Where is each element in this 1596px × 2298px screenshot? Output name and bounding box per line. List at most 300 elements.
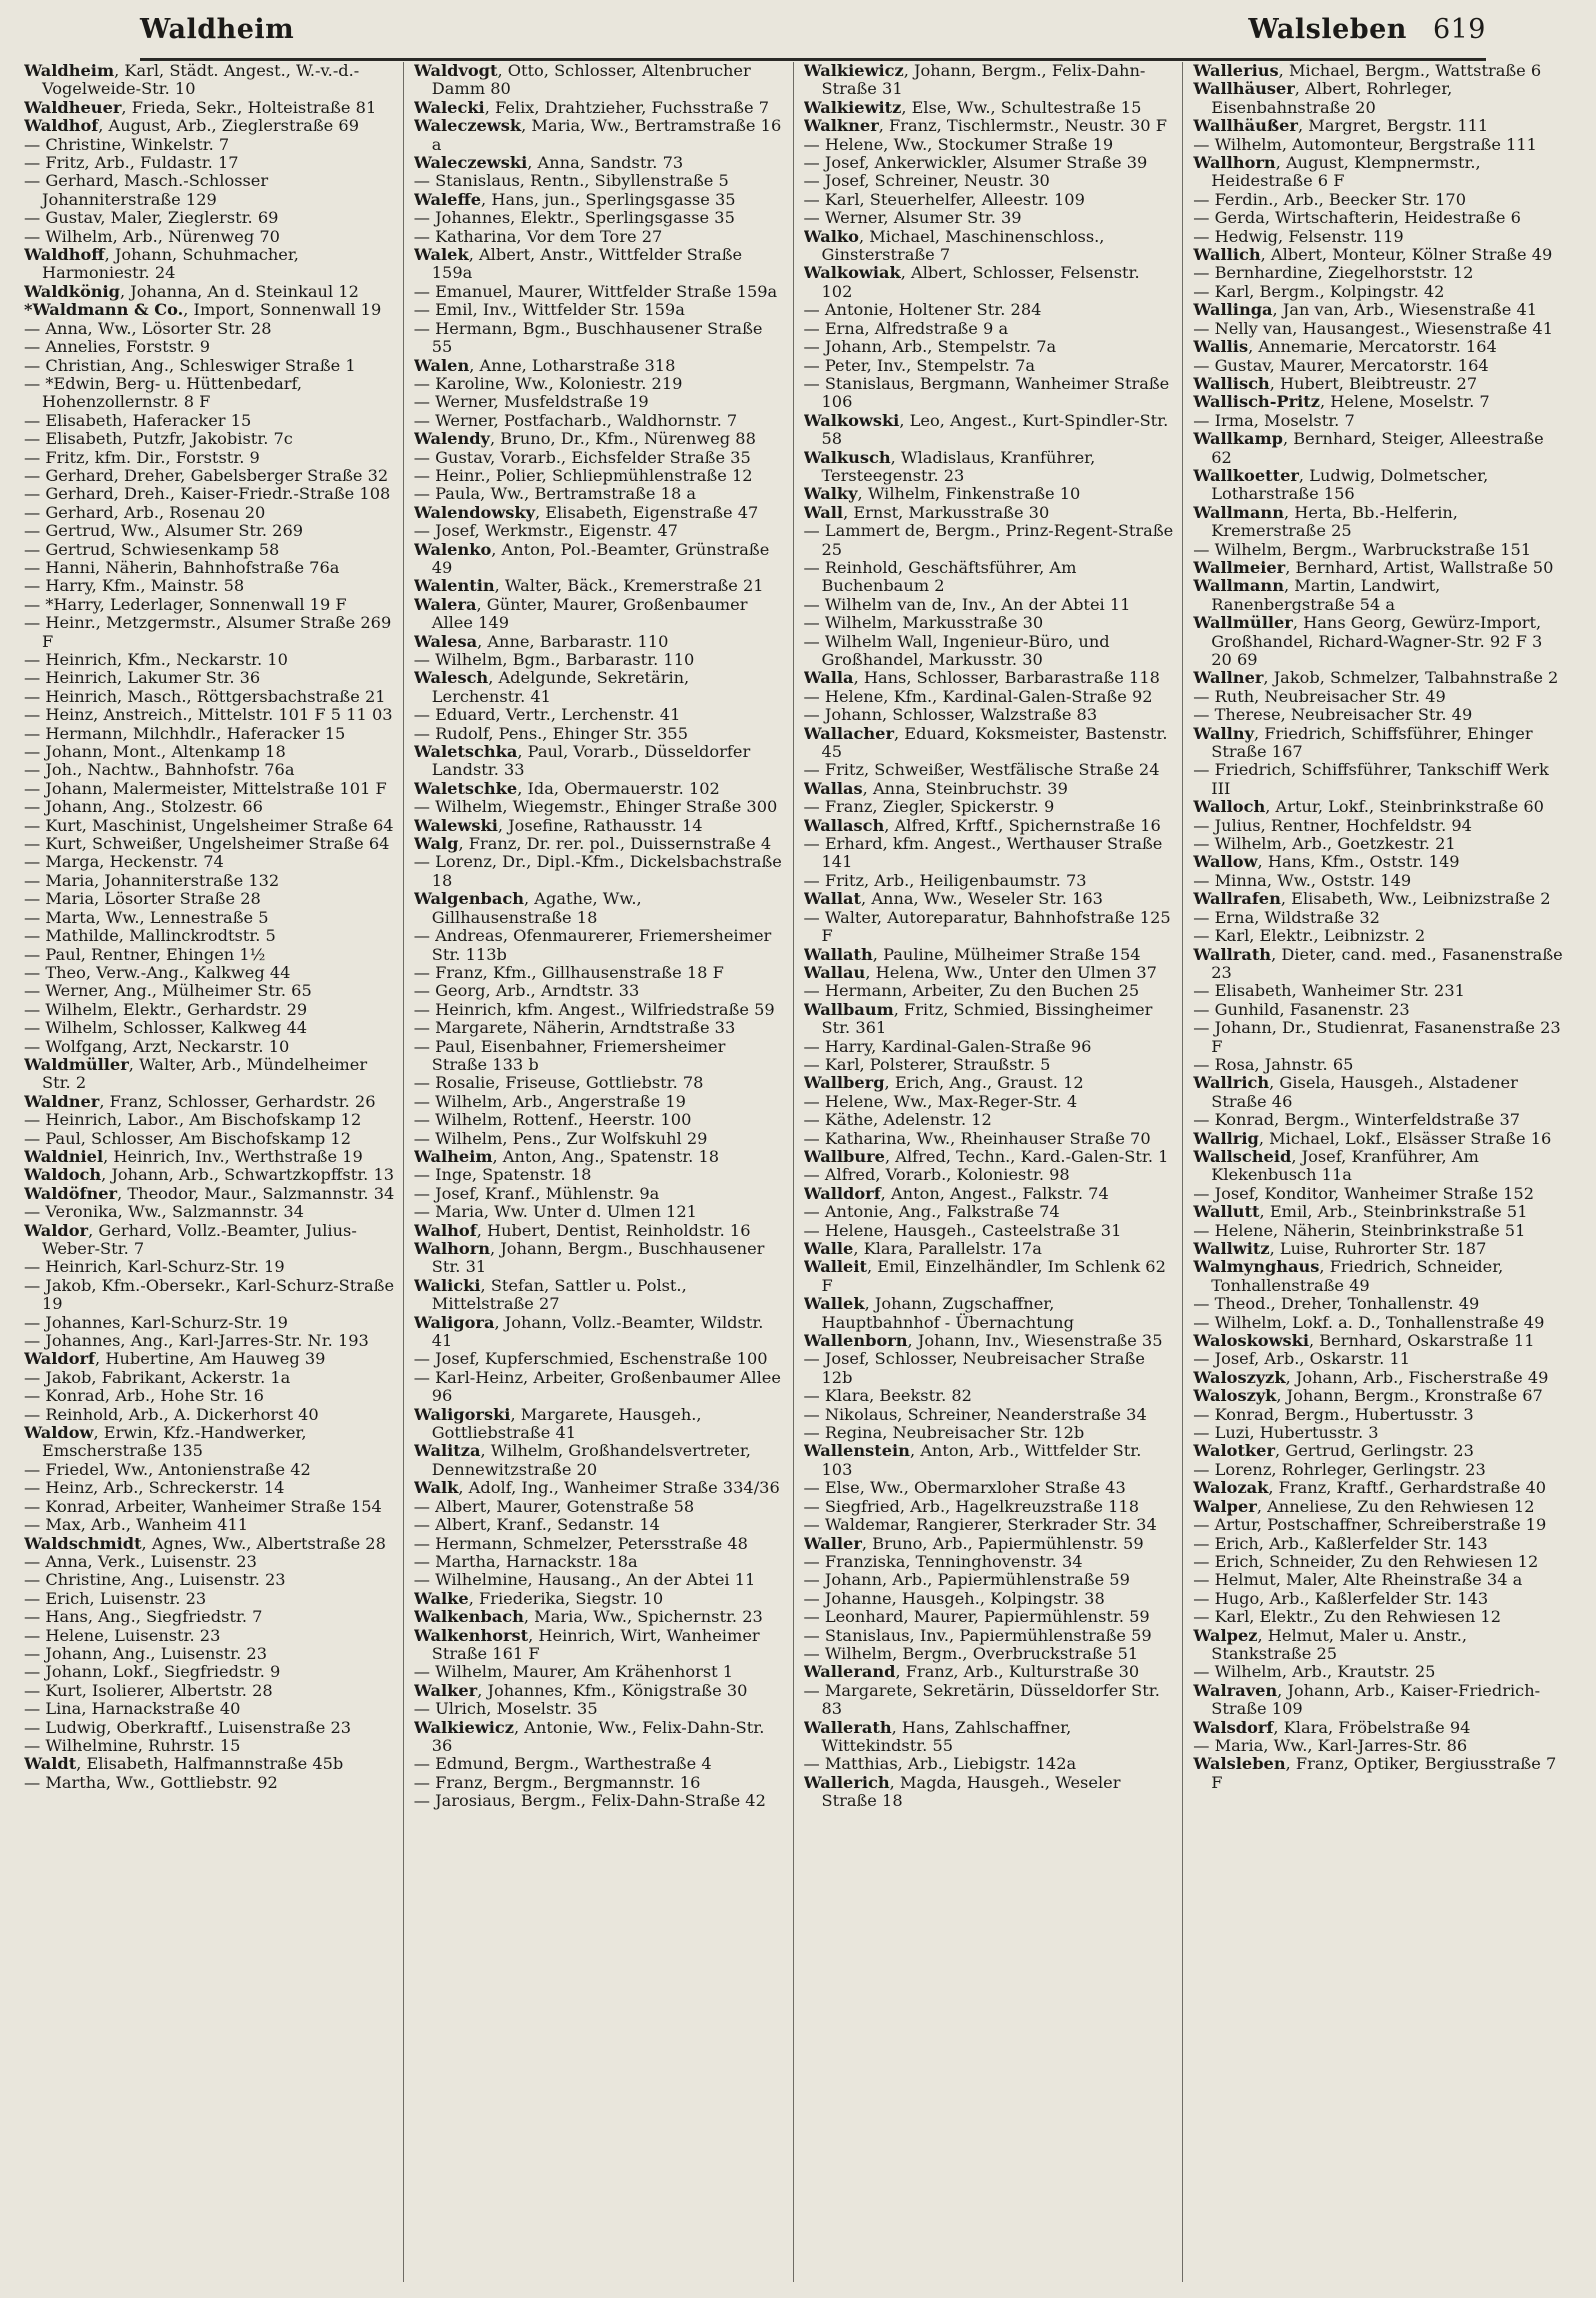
directory-entry: — Wilhelmine, Ruhrstr. 15 xyxy=(24,1735,241,1755)
directory-entry: — Wilhelm, Bergm., Overbruckstraße 51 xyxy=(803,1643,1139,1663)
directory-entry: — Klara, Beekstr. 82 xyxy=(803,1386,972,1406)
directory-entry: Wallmüller, Hans Georg, Gewürz-Import, Großhandel, Richard-Wagner-Str. 92 F 3 20 69 xyxy=(1193,613,1543,669)
directory-entry: — Maria, Johanniterstraße 132 xyxy=(24,870,280,890)
directory-entry: — Nelly van, Hausangest., Wiesenstraße 41 xyxy=(1193,318,1554,338)
directory-entry: — Ulrich, Moselstr. 35 xyxy=(413,1699,598,1719)
directory-entry: Walkowski, Leo, Angest., Kurt-Spindler-Str. 58 xyxy=(803,410,1169,449)
directory-entry: Wallbaum, Fritz, Schmied, Bissingheimer Str. 361 xyxy=(803,999,1153,1038)
directory-entry: — Jarosiaus, Bergm., Felix-Dahn-Straße 42 xyxy=(413,1791,766,1811)
directory-entry: — Veronika, Ww., Salzmannstr. 34 xyxy=(24,1202,304,1222)
directory-entry: — Johannes, Ang., Karl-Jarres-Str. Nr. 193 xyxy=(24,1331,369,1351)
directory-entry: — Ruth, Neubreisacher Str. 49 xyxy=(1193,686,1446,706)
directory-entry: — Wilhelm, Pens., Zur Wolfskuhl 29 xyxy=(413,1128,708,1148)
directory-entry: — Anna, Verk., Luisenstr. 23 xyxy=(24,1551,257,1571)
directory-entry: — Erhard, kfm. Angest., Werthauser Straße 141 xyxy=(803,834,1163,872)
directory-entry: — Annelies, Forststr. 9 xyxy=(24,337,210,357)
directory-entry: Walhof, Hubert, Dentist, Reinholdstr. 16 xyxy=(413,1220,751,1240)
directory-entry: — Johann, Lokf., Siegfriedstr. 9 xyxy=(24,1662,281,1682)
directory-entry: — Wilhelm, Arb., Krautstr. 25 xyxy=(1193,1662,1436,1682)
directory-entry: Walotker, Gertrud, Gerlingstr. 23 xyxy=(1193,1441,1474,1461)
directory-entry: Wallenstein, Anton, Arb., Wittfelder Str. 103 xyxy=(803,1441,1142,1479)
directory-entry: — Heinrich, Labor., Am Bischofskamp 12 xyxy=(24,1110,362,1130)
directory-entry: Walgenbach, Agathe, Ww., Gillhausenstraße 18 xyxy=(413,889,642,927)
directory-entry: — Theod., Dreher, Tonhallenstr. 49 xyxy=(1193,1294,1480,1314)
directory-entry: Wallenborn, Johann, Inv., Wiesenstraße 35 xyxy=(803,1331,1163,1351)
directory-entry: — Gustav, Maler, Zieglerstr. 69 xyxy=(24,208,279,228)
directory-entry: Wallscheid, Josef, Kranführer, Am Klekenbusch 11a xyxy=(1193,1146,1479,1185)
directory-entry: — Konrad, Bergm., Hubertusstr. 3 xyxy=(1193,1404,1474,1424)
directory-entry: — Ferdin., Arb., Beecker Str. 170 xyxy=(1193,189,1467,209)
directory-entry: — Margarete, Näherin, Arndtstraße 33 xyxy=(413,1018,736,1038)
directory-entry: — Kurt, Isolierer, Albertstr. 28 xyxy=(24,1680,273,1700)
directory-entry: Walkenhorst, Heinrich, Wirt, Wanheimer Straße 161 F xyxy=(413,1625,760,1663)
directory-entry: — Franz, Bergm., Bergmannstr. 16 xyxy=(413,1772,701,1792)
directory-entry: Walleit, Emil, Einzelhändler, Im Schlenk 62 F xyxy=(803,1257,1166,1295)
directory-entry: Waligorski, Margarete, Hausgeh., Gottliebstraße 41 xyxy=(413,1404,702,1443)
directory-entry: — Albert, Maurer, Gotenstraße 58 xyxy=(413,1496,695,1516)
directory-entry: — Helene, Hausgeh., Casteelstraße 31 xyxy=(803,1220,1122,1240)
column-2 xyxy=(414,62,794,2282)
directory-entry: Walitza, Wilhelm, Großhandelsvertreter, Dennewitzstraße 20 xyxy=(413,1441,751,1479)
directory-entry: — Erich, Luisenstr. 23 xyxy=(24,1588,207,1608)
directory-entry: — Heinrich, Lakumer Str. 36 xyxy=(24,668,261,688)
directory-entry: — Kurt, Maschinist, Ungelsheimer Straße 64 xyxy=(24,815,394,835)
directory-entry: — Lorenz, Rohrleger, Gerlingstr. 23 xyxy=(1193,1459,1486,1479)
directory-entry: Waleffe, Hans, jun., Sperlingsgasse 35 xyxy=(413,189,736,209)
directory-entry: Walesa, Anne, Barbarastr. 110 xyxy=(413,631,669,651)
directory-entry: — Maria, Lösorter Straße 28 xyxy=(24,889,261,909)
directory-entry: — Antonie, Holtener Str. 284 xyxy=(803,300,1042,320)
directory-entry: — Johannes, Elektr., Sperlingsgasse 35 xyxy=(413,208,735,228)
directory-entry: — Waldemar, Rangierer, Sterkrader Str. 34 xyxy=(803,1515,1157,1535)
directory-entry: Wallmann, Herta, Bb.-Helferin, Kremerstraße 25 xyxy=(1193,502,1458,541)
directory-entry: — Lina, Harnackstraße 40 xyxy=(24,1699,241,1719)
directory-entry: — Else, Ww., Obermarxloher Straße 43 xyxy=(803,1478,1126,1498)
directory-entry: — Werner, Ang., Mülheimer Str. 65 xyxy=(24,981,312,1001)
directory-entry: Wallny, Friedrich, Schiffsführer, Ehinger Straße 167 xyxy=(1193,723,1533,762)
directory-entry: — Gerhard, Masch.-Schlosser Johanniterstraße 129 xyxy=(24,171,269,209)
directory-entry: Walkner, Franz, Tischlermstr., Neustr. 30 F xyxy=(803,116,1167,136)
directory-entry: — Franziska, Tenninghovenstr. 34 xyxy=(803,1551,1083,1571)
directory-entry: Walraven, Johann, Arb., Kaiser-Friedrich-Straße 109 xyxy=(1193,1680,1541,1719)
directory-entry: Waldoch, Johann, Arb., Schwartzkopffstr. 13 xyxy=(24,1165,395,1185)
directory-entry: Wall, Ernst, Markusstraße 30 xyxy=(803,502,1050,522)
directory-entry: Walek, Albert, Anstr., Wittfelder Straße 159a xyxy=(413,245,743,283)
directory-entry: — Hanni, Näherin, Bahnhofstraße 76a xyxy=(24,557,340,577)
directory-entry: — Karl-Heinz, Arbeiter, Großenbaumer Allee 96 xyxy=(413,1367,781,1406)
directory-entry: — Gunhild, Fasanenstr. 23 xyxy=(1193,999,1410,1019)
directory-entry: — Rosalie, Friseuse, Gottliebstr. 78 xyxy=(413,1073,704,1093)
directory-entry: — Werner, Alsumer Str. 39 xyxy=(803,208,1022,228)
directory-entry: — Johann, Schlosser, Walzstraße 83 xyxy=(803,705,1098,725)
directory-entry: — Inge, Spatenstr. 18 xyxy=(413,1165,592,1185)
directory-entry: Waldhoff, Johann, Schuhmacher, Harmoniestr. 24 xyxy=(24,245,299,283)
directory-entry: Walozak, Franz, Kraftf., Gerhardstraße 40 xyxy=(1193,1478,1547,1498)
directory-entry: Walendy, Bruno, Dr., Kfm., Nürenweg 88 xyxy=(413,429,756,449)
directory-entry: Waldt, Elisabeth, Halfmannstraße 45b xyxy=(24,1754,344,1774)
directory-entry: Wallmeier, Bernhard, Artist, Wallstraße 50 xyxy=(1193,557,1554,577)
directory-entry: Wallacher, Eduard, Koksmeister, Bastenstr. 45 xyxy=(803,723,1168,762)
directory-entry: — Paul, Eisenbahner, Friemersheimer Straße 133 b xyxy=(413,1036,726,1074)
directory-entry: Wallek, Johann, Zugschaffner, Hauptbahnhof - Übernachtung xyxy=(803,1294,1074,1332)
directory-entry: — Harry, Kardinal-Galen-Straße 96 xyxy=(803,1036,1092,1056)
directory-entry: — Antonie, Ang., Falkstraße 74 xyxy=(803,1202,1060,1222)
directory-entry: Walla, Hans, Schlosser, Barbarastraße 118 xyxy=(803,668,1160,688)
directory-entry: — Artur, Postschaffner, Schreiberstraße 19 xyxy=(1193,1515,1547,1535)
directory-entry: — Georg, Arb., Arndtstr. 33 xyxy=(413,981,640,1001)
directory-entry: Wallutt, Emil, Arb., Steinbrinkstraße 51 xyxy=(1193,1202,1528,1222)
directory-entry: — Friedel, Ww., Antonienstraße 42 xyxy=(24,1459,311,1479)
directory-entry: — Elisabeth, Putzfr, Jakobistr. 7c xyxy=(24,429,293,449)
directory-entry: — Mathilde, Mallinckrodtstr. 5 xyxy=(24,926,276,946)
directory-entry: Wallinga, Jan van, Arb., Wiesenstraße 41 xyxy=(1193,300,1538,320)
directory-entry: — Stanislaus, Inv., Papiermühlenstraße 59 xyxy=(803,1625,1152,1645)
directory-entry: Walecki, Felix, Drahtzieher, Fuchsstraße 7 xyxy=(413,97,770,117)
directory-entry: — Johann, Ang., Stolzestr. 66 xyxy=(24,797,263,817)
directory-entry: — Gerhard, Dreher, Gabelsberger Straße 32 xyxy=(24,465,389,485)
directory-entry: — Wilhelm, Arb., Goetzkestr. 21 xyxy=(1193,834,1456,854)
directory-entry: Walkowiak, Albert, Schlosser, Felsenstr. 102 xyxy=(803,263,1140,301)
directory-entry: — Maria, Ww. Unter d. Ulmen 121 xyxy=(413,1202,697,1222)
directory-entry: — Walter, Autoreparatur, Bahnhofstraße 125 F xyxy=(803,907,1171,946)
directory-entry: — Luzi, Hubertusstr. 3 xyxy=(1193,1423,1379,1443)
directory-entry: — Fritz, Arb., Heiligenbaumstr. 73 xyxy=(803,870,1087,890)
directory-entry: Wallrafen, Elisabeth, Ww., Leibnizstraße 2 xyxy=(1193,889,1551,909)
directory-entry: Waldorf, Hubertine, Am Hauweg 39 xyxy=(24,1349,326,1369)
directory-entry: — Edmund, Bergm., Warthestraße 4 xyxy=(413,1754,712,1774)
directory-entry: — Heinr., Polier, Schliepmühlenstraße 12 xyxy=(413,465,753,485)
directory-entry: Walkiewicz, Antonie, Ww., Felix-Dahn-Str. 36 xyxy=(413,1717,765,1755)
directory-entry: — Johann, Malermeister, Mittelstraße 101 F xyxy=(24,778,387,798)
directory-entry: — Käthe, Adelenstr. 12 xyxy=(803,1110,992,1130)
directory-entry: Wallerath, Hans, Zahlschaffner, Wittekindstr. 55 xyxy=(803,1717,1072,1755)
directory-entry: — Marga, Heckenstr. 74 xyxy=(24,852,224,872)
directory-entry: — Erich, Schneider, Zu den Rehwiesen 12 xyxy=(1193,1551,1539,1571)
directory-entry: — Alfred, Vorarb., Koloniestr. 98 xyxy=(803,1165,1070,1185)
directory-entry: — Johannes, Karl-Schurz-Str. 19 xyxy=(24,1312,288,1332)
directory-entry: — Katharina, Vor dem Tore 27 xyxy=(413,226,663,246)
directory-entry: — *Harry, Lederlager, Sonnenwall 19 F xyxy=(24,594,347,614)
directory-entry: Waldkönig, Johanna, An d. Steinkaul 12 xyxy=(24,281,359,301)
directory-entry: — Konrad, Arbeiter, Wanheimer Straße 154 xyxy=(24,1496,382,1516)
directory-entry: *Waldmann & Co., Import, Sonnenwall 19 xyxy=(24,300,382,320)
directory-entry: Waligora, Johann, Vollz.-Beamter, Wildstr. 41 xyxy=(413,1312,764,1351)
directory-entry: — Paula, Ww., Bertramstraße 18 a xyxy=(413,484,697,504)
directory-entry: — Wilhelm van de, Inv., An der Abtei 11 xyxy=(803,594,1131,614)
column-4 xyxy=(1193,62,1572,2282)
directory-entry: — Johann, Arb., Stempelstr. 7a xyxy=(803,337,1057,357)
directory-entry: — Emil, Inv., Wittfelder Str. 159a xyxy=(413,300,685,320)
directory-entry: Wallrath, Dieter, cand. med., Fasanenstraße 23 xyxy=(1193,944,1563,982)
directory-entry: — Helene, Kfm., Kardinal-Galen-Straße 92 xyxy=(803,686,1153,706)
directory-entry: Waldvogt, Otto, Schlosser, Altenbrucher Damm 80 xyxy=(413,62,751,99)
directory-entry: Waldor, Gerhard, Vollz.-Beamter, Julius-Weber-Str. 7 xyxy=(24,1220,357,1258)
directory-entry: Walhorn, Johann, Bergm., Buschhausener Str. 31 xyxy=(413,1239,765,1277)
directory-entry: — Therese, Neubreisacher Str. 49 xyxy=(1193,705,1473,725)
directory-entry: — Wilhelm, Schlosser, Kalkweg 44 xyxy=(24,1018,308,1038)
directory-entry: — Heinr., Metzgermstr., Alsumer Straße 269 F xyxy=(24,613,392,651)
directory-entry: Waldniel, Heinrich, Inv., Werthstraße 19 xyxy=(24,1146,363,1166)
directory-entry: Wallkamp, Bernhard, Steiger, Alleestraße 62 xyxy=(1193,429,1544,467)
directory-entry: Wallmann, Martin, Landwirt, Ranenbergstraße 54 a xyxy=(1193,576,1441,614)
directory-entry: — Wilhelm, Bgm., Barbarastr. 110 xyxy=(413,650,695,669)
directory-entry: — Karl, Elektr., Leibnizstr. 2 xyxy=(1193,926,1426,946)
directory-entry: — Karl, Bergm., Kolpingstr. 42 xyxy=(1193,281,1445,301)
directory-entry: — Kurt, Schweißer, Ungelsheimer Straße 64 xyxy=(24,834,390,854)
directory-entry: Walle, Klara, Parallelstr. 17a xyxy=(803,1239,1042,1258)
directory-entry: — Johann, Dr., Studienrat, Fasanenstraße 23 F xyxy=(1193,1018,1561,1056)
directory-entry: Wallau, Helena, Ww., Unter den Ulmen 37 xyxy=(803,962,1157,982)
directory-entry: Wallisch, Hubert, Bleibtreustr. 27 xyxy=(1193,373,1478,393)
directory-entry: — Hugo, Arb., Kaßlerfelder Str. 143 xyxy=(1193,1588,1489,1608)
directory-entry: — Theo, Verw.-Ang., Kalkweg 44 xyxy=(24,962,291,982)
directory-entry: Wallow, Hans, Kfm., Oststr. 149 xyxy=(1193,852,1460,872)
directory-entry: — Hermann, Milchhdlr., Haferacker 15 xyxy=(24,723,346,743)
directory-entry: — Heinrich, Masch., Röttgersbachstraße 21 xyxy=(24,686,386,706)
directory-entry: Walky, Wilhelm, Finkenstraße 10 xyxy=(803,484,1081,504)
directory-entry: Wallerand, Franz, Arb., Kulturstraße 30 xyxy=(803,1662,1140,1682)
directory-entry: — Karl, Elektr., Zu den Rehwiesen 12 xyxy=(1193,1607,1502,1627)
directory-entry: — Marta, Ww., Lennestraße 5 xyxy=(24,907,269,927)
directory-entry: Walmynghaus, Friedrich, Schneider, Tonhallenstraße 49 xyxy=(1193,1257,1504,1295)
directory-entry: — Rudolf, Pens., Ehinger Str. 355 xyxy=(413,723,689,743)
directory-entry: — Helene, Ww., Stockumer Straße 19 xyxy=(803,134,1114,154)
directory-entry: — Peter, Inv., Stempelstr. 7a xyxy=(803,355,1036,375)
directory-entry: Walera, Günter, Maurer, Großenbaumer Allee 149 xyxy=(413,594,748,633)
directory-entry: Waleczewski, Anna, Sandstr. 73 xyxy=(413,153,684,173)
directory-entry: — Eduard, Vertr., Lerchenstr. 41 xyxy=(413,705,681,725)
directory-entry: — Josef, Schlosser, Neubreisacher Straße 12b xyxy=(803,1349,1145,1387)
directory-entry: Walewski, Josefine, Rathausstr. 14 xyxy=(413,815,703,835)
directory-entry: — Albert, Kranf., Sedanstr. 14 xyxy=(413,1515,660,1535)
directory-entry: Waloszyk, Johann, Bergm., Kronstraße 67 xyxy=(1193,1386,1543,1406)
directory-entry: — Wilhelm Wall, Ingenieur-Büro, und Großhandel, Markusstr. 30 xyxy=(803,631,1110,669)
directory-entry: Walker, Johannes, Kfm., Königstraße 30 xyxy=(413,1680,748,1700)
directory-entry: Wallhäuser, Albert, Rohrleger, Eisenbahnstraße 20 xyxy=(1193,79,1453,117)
directory-entry: Walen, Anne, Lotharstraße 318 xyxy=(413,355,676,375)
directory-entry: Waldheuer, Frieda, Sekr., Holteistraße 81 xyxy=(24,97,377,117)
directory-entry: — Nikolaus, Schreiner, Neanderstraße 34 xyxy=(803,1404,1147,1424)
directory-entry: — Hedwig, Felsenstr. 119 xyxy=(1193,226,1404,246)
directory-entry: — Heinz, Anstreich., Mittelstr. 101 F 5 11 03 xyxy=(24,705,393,725)
directory-entry: — Bernhardine, Ziegelhorststr. 12 xyxy=(1193,263,1474,283)
directory-entry: — Heinrich, Kfm., Neckarstr. 10 xyxy=(24,650,288,669)
directory-columns xyxy=(24,62,1572,2282)
directory-entry: Wallrig, Michael, Lokf., Elsässer Straße 16 xyxy=(1193,1128,1552,1148)
directory-entry: — Christine, Winkelstr. 7 xyxy=(24,134,230,154)
directory-entry: — Rosa, Jahnstr. 65 xyxy=(1193,1054,1354,1074)
directory-entry: Walkenbach, Maria, Ww., Spichernstr. 23 xyxy=(413,1607,763,1627)
directory-entry: — Hermann, Arbeiter, Zu den Buchen 25 xyxy=(803,981,1140,1001)
directory-entry: — Josef, Arb., Oskarstr. 11 xyxy=(1193,1349,1411,1369)
directory-entry: — Wilhelm, Automonteur, Bergstraße 111 xyxy=(1193,134,1537,154)
directory-entry: Walkiewicz, Johann, Bergm., Felix-Dahn-Straße 31 xyxy=(803,62,1146,99)
directory-entry: Wallkoetter, Ludwig, Dolmetscher, Lotharstraße 156 xyxy=(1193,465,1489,504)
directory-entry: — Hermann, Bgm., Buschhausener Straße 55 xyxy=(413,318,763,357)
directory-entry: — Fritz, kfm. Dir., Forststr. 9 xyxy=(24,447,260,467)
directory-entry: — Erna, Alfredstraße 9 a xyxy=(803,318,1009,338)
directory-entry: — Josef, Konditor, Wanheimer Straße 152 xyxy=(1193,1183,1534,1203)
directory-entry: — Anna, Ww., Lösorter Str. 28 xyxy=(24,318,272,338)
directory-entry: — Lammert de, Bergm., Prinz-Regent-Straße 25 xyxy=(803,521,1174,559)
directory-entry: Walicki, Stefan, Sattler u. Polst., Mittelstraße 27 xyxy=(413,1275,687,1314)
directory-entry: Walkiewitz, Else, Ww., Schultestraße 15 xyxy=(803,97,1142,117)
directory-entry: — Friedrich, Schiffsführer, Tankschiff Werk III xyxy=(1193,760,1549,798)
directory-entry: — Stanislaus, Rentn., Sibyllenstraße 5 xyxy=(413,171,729,191)
directory-entry: Wallath, Pauline, Mülheimer Straße 154 xyxy=(803,944,1141,964)
directory-entry: Wallhäußer, Margret, Bergstr. 111 xyxy=(1193,116,1489,136)
directory-entry: — Konrad, Arb., Hohe Str. 16 xyxy=(24,1386,264,1406)
directory-entry: — Martha, Ww., Gottliebstr. 92 xyxy=(24,1772,278,1792)
directory-entry: Walentin, Walter, Bäck., Kremerstraße 21 xyxy=(413,576,764,596)
directory-entry: — Elisabeth, Haferacker 15 xyxy=(24,410,252,430)
directory-entry: Wallwitz, Luise, Ruhrorter Str. 187 xyxy=(1193,1239,1487,1258)
directory-entry: Walpez, Helmut, Maler u. Anstr., Stankstraße 25 xyxy=(1193,1625,1467,1663)
directory-entry: Walendowsky, Elisabeth, Eigenstraße 47 xyxy=(413,502,759,522)
directory-entry: — Johann, Mont., Altenkamp 18 xyxy=(24,742,286,762)
directory-entry: Walldorf, Anton, Angest., Falkstr. 74 xyxy=(803,1183,1109,1203)
directory-entry: — Josef, Kupferschmied, Eschenstraße 100 xyxy=(413,1349,768,1369)
header-last-name: Walsleben xyxy=(1248,14,1407,45)
directory-entry: — Irma, Moselstr. 7 xyxy=(1193,410,1355,430)
directory-entry: — Martha, Harnackstr. 18a xyxy=(413,1551,638,1571)
directory-entry: — Elisabeth, Wanheimer Str. 231 xyxy=(1193,981,1465,1001)
directory-entry: Walk, Adolf, Ing., Wanheimer Straße 334/36 xyxy=(413,1478,780,1498)
directory-entry: Walheim, Anton, Ang., Spatenstr. 18 xyxy=(413,1146,720,1166)
directory-entry: Waldner, Franz, Schlosser, Gerhardstr. 26 xyxy=(24,1091,376,1111)
directory-entry: Wallerich, Magda, Hausgeh., Weseler Straße 18 xyxy=(803,1772,1121,1811)
directory-entry: — Josef, Kranf., Mühlenstr. 9a xyxy=(413,1183,660,1203)
directory-entry: — Minna, Ww., Oststr. 149 xyxy=(1193,870,1412,890)
directory-entry: — Gustav, Vorarb., Eichsfelder Straße 35 xyxy=(413,447,751,467)
directory-entry: — Reinhold, Arb., A. Dickerhorst 40 xyxy=(24,1404,319,1424)
directory-entry: — Andreas, Ofenmaurerer, Friemersheimer Str. 113b xyxy=(413,926,772,964)
directory-entry: — Karl, Polsterer, Straußstr. 5 xyxy=(803,1054,1051,1074)
directory-entry: — Helene, Ww., Max-Reger-Str. 4 xyxy=(803,1091,1078,1111)
directory-entry: Walsdorf, Klara, Fröbelstraße 94 xyxy=(1193,1717,1471,1737)
directory-entry: Walper, Anneliese, Zu den Rehwiesen 12 xyxy=(1193,1496,1535,1516)
directory-entry: — Emanuel, Maurer, Wittfelder Straße 159a xyxy=(413,281,778,301)
directory-entry: — Christian, Ang., Schleswiger Straße 1 xyxy=(24,355,356,375)
page-number: 619 xyxy=(1432,14,1486,45)
directory-entry: — Josef, Werkmstr., Eigenstr. 47 xyxy=(413,521,678,541)
directory-entry: Wallisch-Pritz, Helene, Moselstr. 7 xyxy=(1193,392,1490,412)
directory-entry: — Christine, Ang., Luisenstr. 23 xyxy=(24,1570,286,1590)
directory-entry: Walke, Friederika, Siegstr. 10 xyxy=(413,1588,664,1608)
directory-entry: — Helene, Näherin, Steinbrinkstraße 51 xyxy=(1193,1220,1526,1240)
directory-entry: Walko, Michael, Maschinenschloss., Ginsterstraße 7 xyxy=(803,226,1105,265)
directory-entry: — Helmut, Maler, Alte Rheinstraße 34 a xyxy=(1193,1570,1523,1590)
directory-entry: Wallrich, Gisela, Hausgeh., Alstadener Straße 46 xyxy=(1193,1073,1518,1111)
directory-entry: Wallat, Anna, Ww., Weseler Str. 163 xyxy=(803,889,1103,909)
directory-entry: — Gertrud, Ww., Alsumer Str. 269 xyxy=(24,521,304,541)
directory-entry: Wallis, Annemarie, Mercatorstr. 164 xyxy=(1193,337,1497,357)
directory-entry: — Heinz, Arb., Schreckerstr. 14 xyxy=(24,1478,285,1498)
header-first-name: Waldheim xyxy=(140,14,295,45)
directory-entry: — Wilhelm, Arb., Angerstraße 19 xyxy=(413,1091,686,1111)
directory-entry: — Wilhelm, Wiegemstr., Ehinger Straße 300 xyxy=(413,797,778,817)
directory-entry: — Wilhelm, Markusstraße 30 xyxy=(803,613,1044,633)
directory-entry: — Matthias, Arb., Liebigstr. 142a xyxy=(803,1754,1077,1774)
directory-entry: — Josef, Ankerwickler, Alsumer Straße 39 xyxy=(803,153,1148,173)
directory-entry: — Wolfgang, Arzt, Neckarstr. 10 xyxy=(24,1036,290,1056)
page-header xyxy=(140,12,1486,61)
directory-entry: Waloskowski, Bernhard, Oskarstraße 11 xyxy=(1193,1331,1535,1351)
directory-entry: — *Edwin, Berg- u. Hüttenbedarf, Hohenzollernstr. 8 F xyxy=(24,373,303,412)
directory-entry: — Leonhard, Maurer, Papiermühlenstr. 59 xyxy=(803,1607,1150,1627)
directory-entry: Wallberg, Erich, Ang., Graust. 12 xyxy=(803,1073,1084,1093)
directory-entry: — Helene, Luisenstr. 23 xyxy=(24,1625,221,1645)
directory-entry: — Margarete, Sekretärin, Düsseldorfer Str. 83 xyxy=(803,1680,1160,1719)
directory-entry: Wallas, Anna, Steinbruchstr. 39 xyxy=(803,778,1068,798)
directory-entry: — Fritz, Arb., Fuldastr. 17 xyxy=(24,153,239,173)
directory-entry: — Karoline, Ww., Koloniestr. 219 xyxy=(413,373,683,393)
directory-entry: — Hermann, Schmelzer, Petersstraße 48 xyxy=(413,1533,748,1553)
directory-entry: Waldmüller, Walter, Arb., Mündelheimer Str. 2 xyxy=(24,1054,368,1093)
directory-entry: — Gustav, Maurer, Mercatorstr. 164 xyxy=(1193,355,1489,375)
directory-entry: — Paul, Rentner, Ehingen 1½ xyxy=(24,944,266,964)
directory-entry: Waloszyzk, Johann, Arb., Fischerstraße 49 xyxy=(1193,1367,1549,1387)
directory-entry: — Lorenz, Dr., Dipl.-Kfm., Dickelsbachstraße 18 xyxy=(413,852,782,890)
directory-entry: — Hans, Ang., Siegfriedstr. 7 xyxy=(24,1607,263,1627)
directory-entry: — Gerhard, Arb., Rosenau 20 xyxy=(24,502,266,522)
directory-entry: Wallerius, Michael, Bergm., Wattstraße 6 xyxy=(1193,62,1542,80)
directory-entry: — Heinrich, Karl-Schurz-Str. 19 xyxy=(24,1257,285,1277)
directory-entry: — Franz, Ziegler, Spickerstr. 9 xyxy=(803,797,1055,817)
directory-entry: — Regina, Neubreisacher Str. 12b xyxy=(803,1423,1085,1443)
directory-entry: — Konrad, Bergm., Winterfeldstraße 37 xyxy=(1193,1110,1521,1130)
directory-entry: — Fritz, Schweißer, Westfälische Straße 24 xyxy=(803,760,1160,780)
directory-entry: — Wilhelm, Bergm., Warbruckstraße 151 xyxy=(1193,539,1532,559)
directory-entry: — Ludwig, Oberkraftf., Luisenstraße 23 xyxy=(24,1717,352,1737)
directory-entry: Walg, Franz, Dr. rer. pol., Duissernstraße 4 xyxy=(413,834,772,854)
directory-entry: — Heinrich, kfm. Angest., Wilfriedstraße 59 xyxy=(413,999,775,1019)
directory-entry: — Reinhold, Geschäftsführer, Am Buchenbaum 2 xyxy=(803,557,1077,596)
directory-entry: — Werner, Musfeldstraße 19 xyxy=(413,392,649,412)
directory-entry: Waletschke, Ida, Obermauerstr. 102 xyxy=(413,778,720,798)
directory-entry: Wallasch, Alfred, Krftf., Spichernstraße 16 xyxy=(803,815,1161,835)
directory-entry: — Gertrud, Schwiesenkamp 58 xyxy=(24,539,280,559)
directory-entry: Waldheim, Karl, Städt. Angest., W.-v.-d.-Vogelweide-Str. 10 xyxy=(24,62,360,99)
directory-entry: — Harry, Kfm., Mainstr. 58 xyxy=(24,576,245,596)
directory-entry: Walloch, Artur, Lokf., Steinbrinkstraße 60 xyxy=(1193,797,1544,817)
directory-entry: — Erich, Arb., Kaßlerfelder Str. 143 xyxy=(1193,1533,1488,1553)
directory-entry: — Wilhelm, Maurer, Am Krähenhorst 1 xyxy=(413,1662,734,1682)
directory-entry: — Maria, Ww., Karl-Jarres-Str. 86 xyxy=(1193,1735,1468,1755)
directory-entry: — Stanislaus, Bergmann, Wanheimer Straße 106 xyxy=(803,373,1170,412)
directory-entry: — Johann, Ang., Luisenstr. 23 xyxy=(24,1643,268,1663)
directory-entry: — Johann, Arb., Papiermühlenstraße 59 xyxy=(803,1570,1130,1590)
directory-entry: Wallhorn, August, Klempnermstr., Heidestraße 6 F xyxy=(1193,153,1481,191)
directory-entry: — Gerda, Wirtschafterin, Heidestraße 6 xyxy=(1193,208,1521,228)
directory-entry: Wallbure, Alfred, Techn., Kard.-Galen-Str. 1 xyxy=(803,1146,1169,1166)
directory-entry: — Jakob, Kfm.-Obersekr., Karl-Schurz-Straße 19 xyxy=(24,1275,395,1314)
directory-entry: — Wilhelm, Rottenf., Heerstr. 100 xyxy=(413,1110,692,1130)
directory-entry: Walkusch, Wladislaus, Kranführer, Tersteegenstr. 23 xyxy=(803,447,1096,485)
directory-entry: Waldschmidt, Agnes, Ww., Albertstraße 28 xyxy=(24,1533,386,1553)
directory-entry: Waletschka, Paul, Vorarb., Düsseldorfer Landstr. 33 xyxy=(413,742,751,780)
directory-entry: Wallner, Jakob, Schmelzer, Talbahnstraße 2 xyxy=(1193,668,1559,688)
directory-entry: — Max, Arb., Wanheim 411 xyxy=(24,1515,249,1535)
directory-entry: Walesch, Adelgunde, Sekretärin, Lerchenstr. 41 xyxy=(413,668,690,706)
directory-entry: — Werner, Postfacharb., Waldhornstr. 7 xyxy=(413,410,738,430)
directory-entry: — Karl, Steuerhelfer, Alleestr. 109 xyxy=(803,189,1085,209)
directory-entry: Wallich, Albert, Monteur, Kölner Straße 49 xyxy=(1193,245,1553,265)
column-1 xyxy=(24,62,404,2282)
directory-entry: — Joh., Nachtw., Bahnhofstr. 76a xyxy=(24,760,295,780)
directory-entry: — Paul, Schlosser, Am Bischofskamp 12 xyxy=(24,1128,352,1148)
directory-entry: — Wilhelm, Elektr., Gerhardstr. 29 xyxy=(24,999,308,1019)
